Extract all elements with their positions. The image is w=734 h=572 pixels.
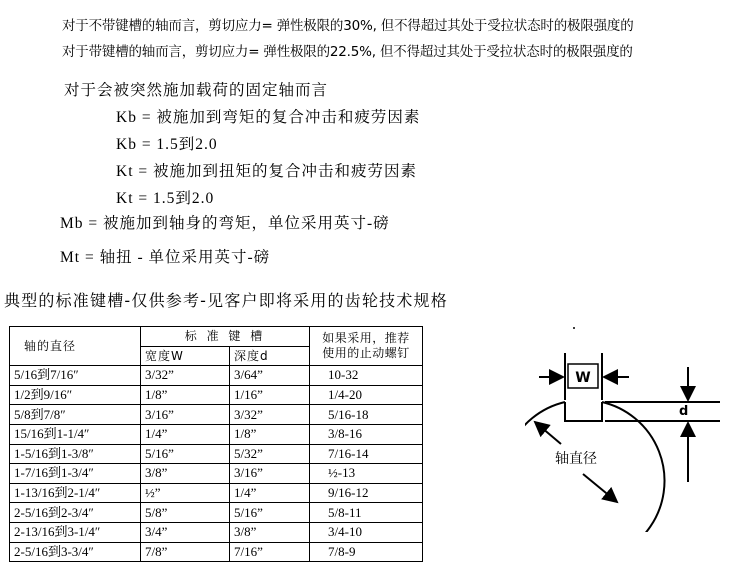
table-row [10,444,423,464]
header-width: 宽度W [141,346,230,366]
note-no-keyway: 对于不带键槽的轴而言，剪切应力= 弹性极限的30%, 但不得超过其处于受拉状态时的极限强度的 [62,18,634,34]
cell-set-screw: 7/16-14 [310,444,423,464]
cell-depth: 1/16” [230,385,310,405]
table-row [10,424,423,444]
cell-set-screw: 5/16-18 [310,405,423,425]
header-set-screw-line2: 使用的止动螺钉 [322,346,410,361]
table-row [10,503,423,523]
table-row [10,385,423,405]
header-standard-keyway: 标 准 键 槽 [141,327,310,347]
cell-width: ½” [141,483,230,503]
keyway-slot [565,402,602,421]
cell-width: 5/8” [141,503,230,523]
cell-depth: 1/8” [230,424,310,444]
kt-definition: Kt = 被施加到扭矩的复合冲击和疲劳因素 [116,163,417,180]
cell-width: 3/32” [141,366,230,386]
cell-width: 1/4” [141,424,230,444]
cell-width: 7/8” [141,542,230,562]
cell-shaft-diameter: 2-13/16到3-1/4″ [10,522,141,542]
table-row [10,542,423,562]
cell-set-screw: ½-13 [310,464,423,484]
diameter-arrow-up [535,422,561,444]
cell-depth: 5/32” [230,444,310,464]
cell-width: 1/8” [141,385,230,405]
cell-depth: 7/16” [230,542,310,562]
table-row [10,522,423,542]
cell-set-screw: 1/4-20 [310,385,423,405]
table-row [10,405,423,425]
cell-set-screw: 9/16-12 [310,483,423,503]
cell-shaft-diameter: 1-7/16到1-3/4″ [10,464,141,484]
cell-set-screw: 7/8-9 [310,542,423,562]
cell-shaft-diameter: 5/16到7/16″ [10,366,141,386]
header-shaft-diameter: 轴的直径 [10,327,141,366]
kb-value: Kb = 1.5到2.0 [116,136,218,153]
cell-set-screw: 3/8-16 [310,424,423,444]
stray-dot [573,327,575,329]
cell-shaft-diameter: 1-5/16到1-3/8″ [10,444,141,464]
table-title: 典型的标准键槽-仅供参考-见客户即将采用的齿轮技术规格 [4,291,448,310]
kb-definition: Kb = 被施加到弯矩的复合冲击和疲劳因素 [116,109,421,126]
cell-shaft-diameter: 15/16到1-1/4″ [10,424,141,444]
mb-definition: Mb = 被施加到轴身的弯矩，单位采用英寸-磅 [60,215,390,232]
d-label: d [679,404,689,419]
cell-shaft-diameter: 1/2到9/16″ [10,385,141,405]
cell-set-screw: 3/4-10 [310,522,423,542]
header-set-screw [310,327,423,366]
sudden-load-heading: 对于会被突然施加载荷的固定轴而言 [64,81,329,99]
cell-shaft-diameter: 5/8到7/8″ [10,405,141,425]
cell-width: 3/16” [141,405,230,425]
kt-value: Kt = 1.5到2.0 [116,190,215,207]
cell-depth: 3/8” [230,522,310,542]
w-label: W [575,370,591,386]
cell-depth: 3/64” [230,366,310,386]
cell-depth: 5/16” [230,503,310,523]
cell-width: 3/8” [141,464,230,484]
keyway-table [9,326,423,562]
shaft-diameter-label: 轴直径 [555,451,597,467]
cell-width: 3/4” [141,522,230,542]
header-depth: 深度d [230,346,310,366]
note-with-keyway: 对于带键槽的轴而言，剪切应力= 弹性极限的22.5%, 但不得超过其处于受拉状态时的极限强度的 [62,44,633,60]
cell-shaft-diameter: 2-5/16到3-3/4″ [10,542,141,562]
cell-shaft-diameter: 1-13/16到2-1/4″ [10,483,141,503]
cell-width: 5/16” [141,444,230,464]
cell-set-screw: 10-32 [310,366,423,386]
cell-set-screw: 5/8-11 [310,503,423,523]
diameter-arrow-down [583,474,617,502]
table-row [10,464,423,484]
cell-shaft-diameter: 2-5/16到2-3/4″ [10,503,141,523]
keyway-diagram [525,322,730,532]
cell-depth: 3/16” [230,464,310,484]
table-row [10,483,423,503]
cell-depth: 3/32” [230,405,310,425]
cell-depth: 1/4” [230,483,310,503]
mt-definition: Mt = 轴扭 - 单位采用英寸-磅 [60,249,271,266]
table-row [10,366,423,386]
header-set-screw-line1: 如果采用，推荐 [322,331,410,346]
